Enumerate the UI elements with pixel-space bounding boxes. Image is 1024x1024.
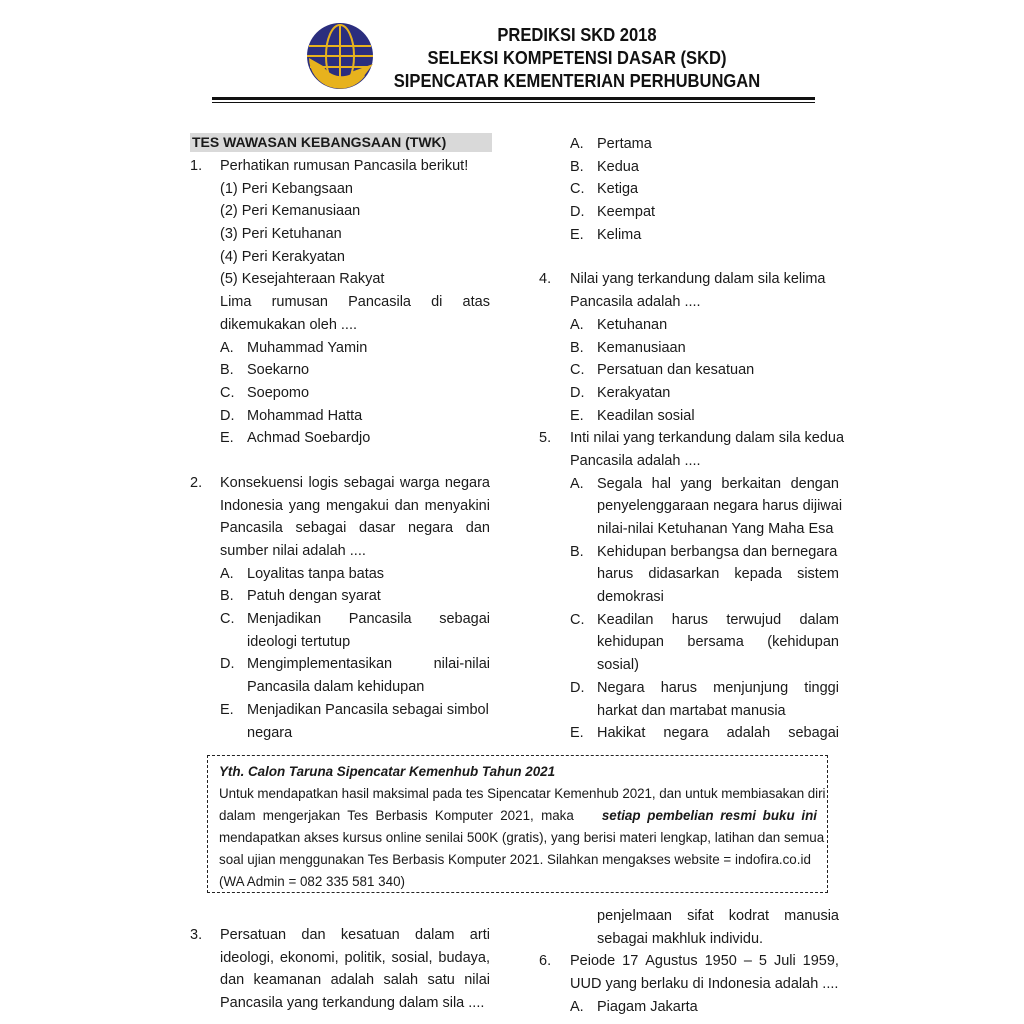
question-4-stem [539, 291, 839, 314]
notice-line: soal ujian menggunakan Tes Berbasis Komputer 2021. Silahkan mengakses website = indofira.co.id [219, 852, 811, 867]
option-text: Loyalitas tanpa batas [247, 565, 385, 582]
option-text: Muhammad Yamin [247, 339, 368, 356]
word: penjelmaan [597, 908, 672, 924]
option-label: B. [220, 588, 234, 605]
option-text: Soepomo [247, 384, 310, 401]
word: negara [407, 520, 454, 537]
word: negara [663, 725, 709, 742]
option-label: A. [570, 998, 584, 1015]
word: nilai [464, 972, 490, 989]
option-label: E. [570, 725, 584, 742]
header-title-line-1: PREDIKSI SKD 2018 [497, 25, 657, 45]
option-label: A. [570, 316, 584, 333]
list-item-text: (1) Peri Kebangsaan [220, 180, 353, 197]
option-text: sebagai makhluk individu. [597, 930, 764, 947]
option-text: Kemanusiaan [597, 339, 686, 356]
word: terwujud [726, 611, 782, 628]
question-1-stem [190, 155, 492, 178]
option-text: nilai-nilai Ketuhanan Yang Maha Esa [597, 521, 834, 537]
option-label: C. [570, 611, 585, 628]
header-title-line-2: SELEKSI KOMPETENSI DASAR (SKD) [427, 48, 727, 68]
word: sistem [797, 566, 839, 583]
answer-option-cont [539, 654, 839, 677]
header-divider-thin [212, 102, 815, 103]
answer-option-cont [190, 631, 492, 654]
answer-option [539, 609, 839, 632]
option-label: C. [220, 611, 235, 628]
option-label: B. [570, 543, 584, 560]
question-text: Perhatikan rumusan Pancasila berikut! [220, 158, 469, 174]
word: adalah [726, 725, 771, 742]
word: logis [308, 474, 339, 491]
answer-option-cont [539, 928, 839, 951]
word: warga [399, 474, 440, 491]
option-text: Kelima [597, 226, 642, 243]
list-item [190, 246, 492, 269]
question-text: Pancasila yang terkandung dalam sila .... [220, 995, 485, 1012]
word: Segala [597, 475, 643, 492]
option-text: Kedua [597, 158, 639, 175]
question-3-line [190, 924, 492, 947]
word: 5 [758, 953, 767, 970]
question-6-stem [539, 973, 839, 996]
answer-option-cont [190, 722, 492, 745]
answer-option-cont [539, 586, 839, 609]
question-3-line [190, 947, 492, 970]
answer-option [539, 677, 839, 700]
answer-option-cont [539, 518, 839, 541]
word: sebagai [439, 611, 490, 628]
question-number: 4. [539, 271, 552, 288]
word: Juli [773, 953, 796, 970]
notice-line [219, 805, 817, 827]
word: Mengimplementasikan [247, 656, 393, 673]
answer-option [539, 314, 839, 337]
option-label: A. [570, 136, 584, 152]
option-label: E. [570, 226, 584, 243]
word: sosial, [391, 949, 433, 966]
word: sebagai [788, 725, 839, 742]
word: didasarkan [648, 566, 720, 583]
word: tinggi [804, 679, 839, 696]
word: kehidupan [597, 634, 664, 651]
option-label: B. [570, 339, 584, 356]
notice-line: (WA Admin = 082 335 581 340) [219, 874, 405, 889]
option-label: D. [570, 204, 585, 221]
question-2-line [190, 540, 492, 563]
option-text: Pertama [597, 136, 652, 152]
answer-option [539, 382, 839, 405]
word: Agustus [645, 953, 698, 970]
list-item [190, 178, 492, 201]
list-item-text: (2) Peri Kemanusiaan [220, 203, 361, 220]
word: (kehidupan [767, 634, 839, 651]
question-6-stem [539, 950, 839, 973]
promo-notice-box [207, 755, 828, 893]
list-item [190, 200, 492, 223]
question-text: Pancasila adalah .... [570, 452, 701, 469]
question-text: sumber nilai adalah .... [220, 543, 366, 559]
notice-text: dalam mengerjakan Tes Berbasis Komputer 2021, maka [219, 808, 574, 823]
option-text: Ketiga [597, 181, 639, 198]
option-text: negara [247, 724, 293, 741]
answer-option-cont [190, 676, 492, 699]
option-text: Soekarno [247, 362, 310, 379]
word: hal [651, 475, 671, 492]
word: sebagai [295, 520, 347, 537]
option-label: B. [570, 158, 584, 175]
word: salah [383, 972, 419, 989]
question-text: Pancasila adalah .... [570, 294, 701, 311]
answer-option-cont [539, 905, 839, 928]
question-3-line [190, 969, 492, 992]
option-label: E. [220, 701, 234, 718]
question-number: 5. [539, 430, 552, 447]
question-text: Nilai yang terkandung dalam sila kelima [570, 271, 826, 288]
option-text: Patuh dengan syarat [247, 588, 381, 605]
notice-line [219, 783, 826, 805]
list-item-text: (4) Peri Kerakyatan [220, 248, 345, 265]
word: menjunjung [713, 679, 789, 696]
question-5-stem [539, 450, 839, 473]
answer-option-cont [539, 563, 839, 586]
option-text: Keadilan sosial [597, 407, 695, 424]
word: 1959, [802, 953, 839, 970]
word: Peiode [570, 953, 616, 970]
word: dengan [790, 475, 839, 492]
answer-option-cont [539, 495, 843, 518]
word: negara [444, 474, 490, 491]
word: ideologi, [220, 949, 275, 966]
notice-text: Untuk mendapatkan hasil maksimal pada tes Sipencatar Kemenhub 2021, dan untuk membiasakan diri [219, 786, 826, 801]
kemenhub-globe-logo-icon [303, 20, 377, 94]
word: dan [465, 520, 490, 537]
question-5-stem [539, 427, 845, 450]
list-item [190, 268, 492, 291]
option-text: Keempat [597, 204, 656, 221]
word: sifat [687, 908, 714, 924]
word: bersama [687, 634, 744, 651]
option-text: Pancasila dalam kehidupan [247, 679, 425, 696]
answer-option [539, 156, 839, 179]
word: Pancasila [348, 294, 411, 311]
answer-option [539, 405, 839, 428]
word: di [431, 294, 443, 311]
word: adalah [330, 972, 375, 989]
answer-option [190, 585, 492, 608]
section-heading [190, 133, 492, 152]
word: Keadilan [597, 611, 654, 628]
question-4-stem [539, 268, 839, 291]
option-label: A. [570, 475, 584, 492]
option-text: sosial) [597, 657, 639, 674]
answer-option [190, 405, 492, 428]
word: 1950 [704, 953, 737, 970]
left-column-top [190, 155, 492, 744]
header-title-line-3: SIPENCATAR KEMENTERIAN PERHUBUNGAN [393, 71, 761, 91]
option-text: Menjadikan Pancasila sebagai simbol [247, 701, 489, 718]
word: – [743, 953, 752, 970]
word: harus [671, 611, 709, 628]
option-text: demokrasi [597, 589, 664, 606]
answer-option [539, 337, 839, 360]
word: ekonomi, [279, 949, 339, 966]
right-column-top [539, 133, 845, 745]
word: arti [469, 927, 490, 943]
answer-option [539, 996, 839, 1019]
word: Negara [597, 679, 645, 696]
option-label: C. [570, 181, 585, 198]
header-divider-thick [212, 97, 815, 100]
answer-option [190, 653, 492, 676]
word: dalam [415, 927, 455, 943]
answer-option [190, 337, 492, 360]
word: Lima [220, 294, 252, 311]
notice-emphasis: setiap pembelian resmi buku ini [601, 808, 817, 823]
word: sebagai [343, 474, 395, 491]
answer-option-cont [539, 631, 839, 654]
right-column-bottom [539, 905, 839, 1018]
answer-option-cont [539, 700, 839, 723]
question-number: 1. [190, 158, 203, 174]
word: Indonesia [220, 497, 283, 514]
word: 17 [622, 953, 639, 970]
question-text: UUD yang berlaku di Indonesia adalah .... [570, 976, 839, 993]
question-number: 2. [190, 474, 203, 491]
word: yang [288, 497, 321, 514]
word: dan [394, 497, 419, 514]
word: kodrat [728, 908, 770, 924]
option-text: Mohammad Hatta [247, 407, 363, 424]
word: Menjadikan [247, 611, 322, 628]
word: dalam [799, 611, 839, 628]
list-item-text: (3) Peri Ketuhanan [220, 226, 342, 243]
answer-option [190, 359, 492, 382]
word: dasar [359, 520, 396, 537]
question-text-line [190, 314, 492, 337]
word: politik, [344, 949, 386, 966]
notice-title: Yth. Calon Taruna Sipencatar Kemenhub Tahun 2021 [219, 764, 556, 779]
question-2-line [190, 517, 492, 540]
word: kesatuan [340, 927, 400, 943]
option-label: A. [220, 565, 234, 582]
left-column-bottom [190, 924, 492, 1015]
word: Pancasila [220, 520, 283, 537]
answer-option [539, 359, 839, 382]
question-number: 6. [539, 953, 552, 970]
word: satu [427, 972, 455, 989]
option-text: Ketuhanan [597, 316, 668, 333]
answer-option [539, 224, 839, 247]
option-label: D. [570, 679, 585, 696]
word: kepada [734, 566, 782, 583]
question-2-line [190, 472, 492, 495]
option-label: D. [220, 656, 235, 673]
answer-option [539, 133, 839, 156]
question-2-line [190, 495, 492, 518]
answer-option [539, 473, 839, 496]
notice-line: mendapatkan akses kursus online senilai 500K (gratis), yang berisi materi lengkap, latihan dan semua [219, 830, 825, 845]
option-label: A. [220, 339, 234, 356]
word: berkaitan [721, 475, 782, 492]
question-3-line [190, 992, 492, 1015]
word: nilai-nilai [433, 656, 490, 673]
list-item [190, 223, 492, 246]
option-label: C. [220, 384, 235, 401]
word: menyakini [424, 497, 490, 514]
option-text: Persatuan dan kesatuan [597, 362, 755, 379]
question-text: dikemukakan oleh .... [220, 316, 358, 333]
question-text-line [190, 291, 492, 314]
word: mengakui [325, 497, 389, 514]
word: dan [220, 972, 245, 989]
option-label: B. [220, 362, 234, 379]
answer-option [539, 178, 839, 201]
answer-option [539, 722, 839, 745]
answer-option [190, 608, 492, 631]
word: harus [597, 566, 634, 583]
answer-option [190, 699, 492, 722]
option-label: D. [220, 407, 235, 424]
option-text: Kerakyatan [597, 384, 671, 401]
option-text: Kehidupan berbangsa dan bernegara [597, 543, 838, 560]
word: Persatuan [220, 927, 287, 943]
answer-option [539, 201, 839, 224]
option-label: E. [570, 407, 584, 424]
option-text: harkat dan martabat manusia [597, 702, 786, 719]
word: atas [462, 294, 490, 311]
option-label: E. [220, 430, 234, 447]
answer-option [539, 541, 839, 564]
word: yang [680, 475, 712, 492]
answer-option [190, 563, 492, 586]
option-text: ideologi tertutup [247, 633, 351, 650]
word: manusia [784, 908, 839, 924]
option-label: D. [570, 384, 585, 401]
option-text: Achmad Soebardjo [247, 430, 371, 447]
word: dan [301, 927, 326, 943]
option-label: C. [570, 362, 585, 379]
word: harus [660, 679, 697, 696]
answer-option [190, 382, 492, 405]
word: budaya, [438, 949, 490, 966]
word: Hakikat [597, 725, 646, 742]
answer-option [190, 427, 492, 450]
list-item-text: (5) Kesejahteraan Rakyat [220, 271, 385, 288]
question-text: Inti nilai yang terkandung dalam sila kedua [570, 430, 845, 447]
word: keamanan [253, 972, 322, 989]
section-heading-text: TES WAWASAN KEBANGSAAN (TWK) [192, 134, 447, 150]
word: Konsekuensi [220, 474, 304, 491]
word: Pancasila [348, 611, 412, 628]
question-number: 3. [190, 927, 203, 943]
option-text: penyelenggaraan negara harus dijiwai [597, 498, 843, 515]
word: rumusan [271, 294, 328, 311]
option-text: Piagam Jakarta [597, 998, 698, 1015]
